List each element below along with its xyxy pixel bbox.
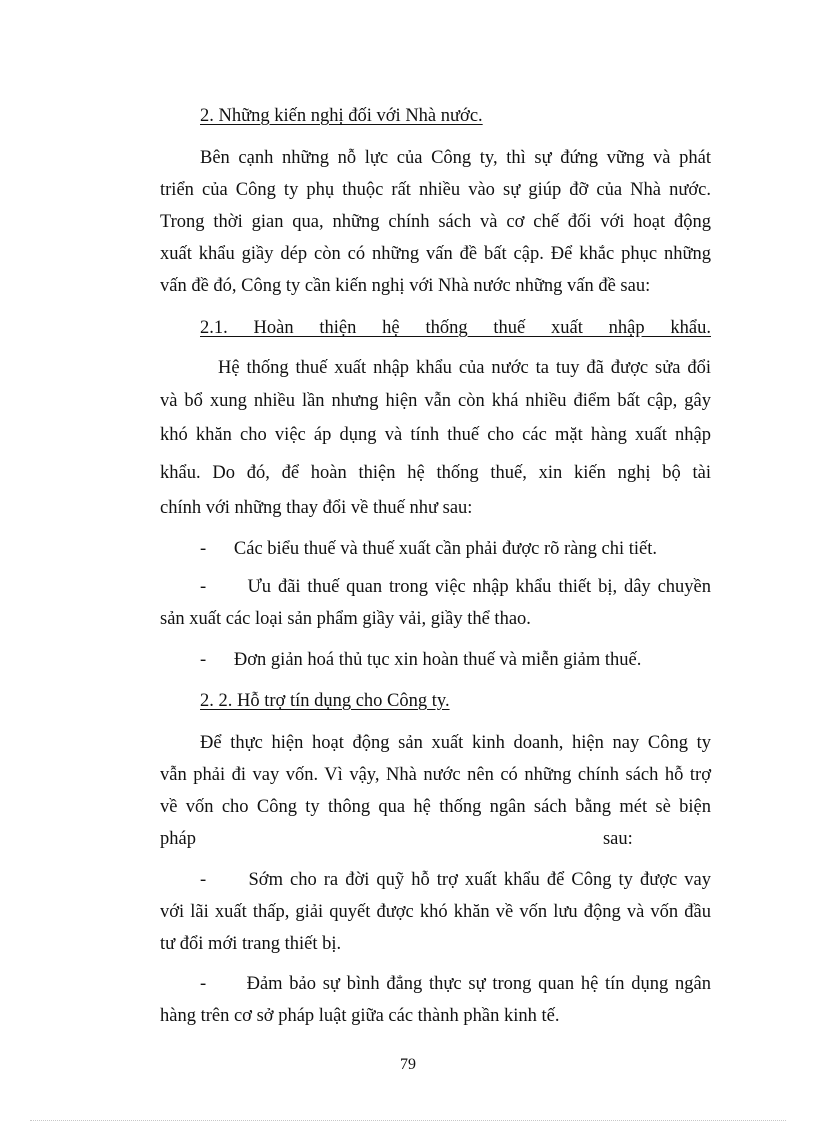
- bullet-continuation: sản xuất các loại sản phẩm giầy vải, giầy thể thao.: [160, 609, 531, 629]
- bullet-continuation: hàng trên cơ sở pháp luật giữa các thành phần kinh tế.: [160, 1006, 560, 1026]
- paragraph-line: Hệ thống thuế xuất nhập khẩu của nước ta tuy đã được sửa đổi: [218, 358, 711, 378]
- bullet-item: - Ưu đãi thuế quan trong việc nhập khẩu thiết bị, dây chuyền: [200, 577, 711, 597]
- paragraph-line: về vốn cho Công ty thông qua hệ thống ngân sách bằng mét sè biện: [160, 797, 711, 817]
- paragraph-line: vẫn phải đi vay vốn. Vì vậy, Nhà nước nên có những chính sách hỗ trợ: [160, 765, 711, 785]
- paragraph-line: khó khăn cho việc áp dụng và tính thuế cho các mặt hàng xuất nhập: [160, 425, 711, 445]
- bullet-continuation: với lãi xuất thấp, giải quyết được khó khăn về vốn lưu động và vốn đầu: [160, 902, 711, 922]
- bullet-item: - Các biểu thuế và thuế xuất cần phải được rõ ràng chi tiết.: [200, 539, 657, 559]
- paragraph-line: khẩu. Do đó, để hoàn thiện hệ thống thuế, xin kiến nghị bộ tài: [160, 463, 711, 483]
- footer-dotted-rule: [30, 1120, 786, 1121]
- bullet-item: - Đơn giản hoá thủ tục xin hoàn thuế và miễn giảm thuế.: [200, 650, 642, 670]
- section-heading-2: 2. Những kiến nghị đối với Nhà nước.: [200, 106, 483, 126]
- paragraph-line: và bổ xung nhiều lần nhưng hiện vẫn còn khá nhiều điểm bất cập, gây: [160, 391, 711, 411]
- page-number: 79: [400, 1056, 416, 1073]
- bullet-item: - Đảm bảo sự bình đẳng thực sự trong quan hệ tín dụng ngân: [200, 974, 711, 994]
- paragraph-line: vấn đề đó, Công ty cần kiến nghị với Nhà nước những vấn đề sau:: [160, 276, 651, 296]
- paragraph-line: Bên cạnh những nỗ lực của Công ty, thì sự đứng vững và phát: [200, 148, 711, 168]
- paragraph-line: Để thực hiện hoạt động sản xuất kinh doanh, hiện nay Công ty: [200, 733, 711, 753]
- bullet-continuation: tư đổi mới trang thiết bị.: [160, 934, 342, 954]
- paragraph-line: triển của Công ty phụ thuộc rất nhiều vào sự giúp đỡ của Nhà nước.: [160, 180, 711, 200]
- paragraph-line: chính với những thay đổi về thuế như sau:: [160, 498, 473, 518]
- paragraph-line: Trong thời gian qua, những chính sách và cơ chế đối với hoạt động: [160, 212, 711, 232]
- bullet-item: - Sớm cho ra đời quỹ hỗ trợ xuất khẩu để Công ty được vay: [200, 870, 711, 890]
- paragraph-line: xuất khẩu giầy dép còn có những vấn đề bất cập. Để khắc phục những: [160, 244, 711, 264]
- section-heading-2-2: 2. 2. Hỗ trợ tín dụng cho Công ty.: [200, 691, 450, 711]
- paragraph-line: pháp sau:: [160, 829, 633, 849]
- section-heading-2-1: 2.1. Hoàn thiện hệ thống thuế xuất nhập khẩu.: [200, 318, 711, 338]
